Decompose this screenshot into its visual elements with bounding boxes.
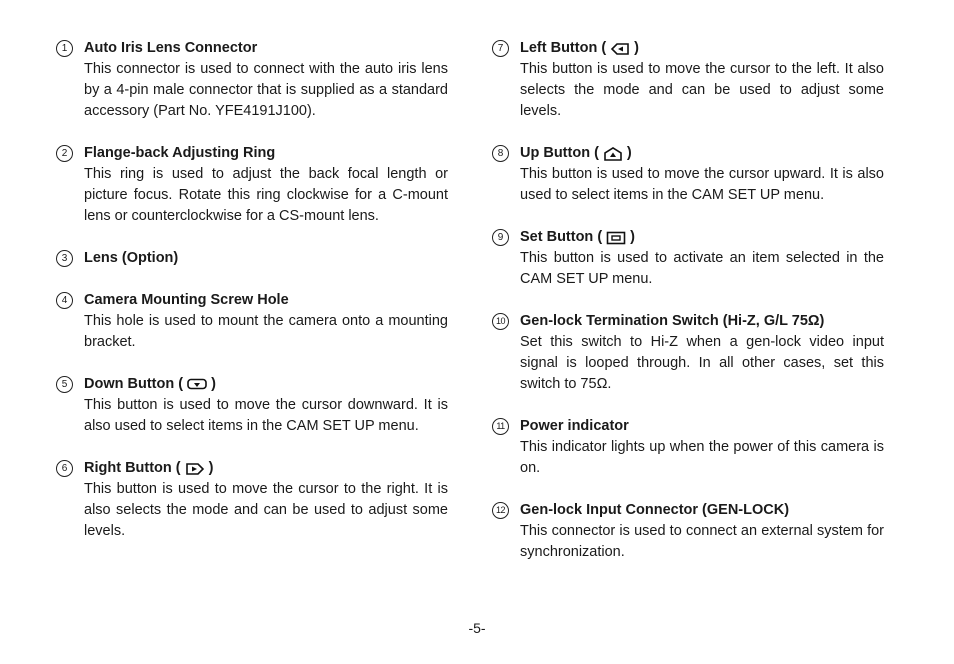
item-number: 6 [56, 460, 73, 477]
item-number: 12 [492, 502, 509, 519]
item-description: Set this switch to Hi-Z when a gen-lock video input signal is looped through. In all other cases, set this switch to 75Ω. [520, 334, 884, 392]
item-number: 8 [492, 145, 509, 162]
item-number: 11 [492, 418, 509, 435]
item-description: This button is used to move the cursor downward. It is also used to select items in the CAM SET UP menu. [84, 397, 448, 434]
item-9 [492, 227, 884, 290]
item-description: This connector is used to connect with the auto iris lens by a 4-pin male connector that is supplied as a standard accessory (Part No. YFE4191J100). [84, 61, 448, 119]
up-button-icon [603, 147, 623, 161]
item-title: Gen-lock Input Connector (GEN-LOCK) [520, 502, 790, 518]
item-title: Flange-back Adjusting Ring [84, 145, 276, 161]
item-title: Lens (Option) [84, 250, 179, 266]
item-description: This connector is used to connect an external system for synchronization. [520, 523, 884, 560]
item-number: 2 [56, 145, 73, 162]
item-description: This button is used to move the cursor upward. It is also used to select items in the CAM SET UP menu. [520, 166, 884, 203]
item-3 [56, 248, 448, 269]
item-7 [492, 38, 884, 122]
item-title: Down Button ( ) [84, 376, 216, 392]
item-number: 5 [56, 376, 73, 393]
item-number: 4 [56, 292, 73, 309]
right-column [492, 38, 884, 563]
item-1 [56, 38, 448, 122]
item-title: Right Button ( ) [84, 460, 214, 476]
left-button-icon [610, 42, 630, 56]
item-number: 1 [56, 40, 73, 57]
item-12 [492, 500, 884, 563]
item-5 [56, 374, 448, 437]
item-number: 10 [492, 313, 509, 330]
page-number: -5- [468, 620, 486, 636]
item-description: This hole is used to mount the camera onto a mounting bracket. [84, 313, 448, 350]
item-title: Gen-lock Termination Switch (Hi-Z, G/L 75Ω) [520, 313, 825, 329]
item-description: This button is used to move the cursor to the right. It is also selects the mode and can be used to adjust some levels. [84, 481, 448, 539]
item-title: Left Button ( ) [520, 40, 640, 56]
item-description: This button is used to move the cursor to the left. It also selects the mode and can be used to adjust some levels. [520, 61, 884, 119]
item-title: Auto Iris Lens Connector [84, 40, 258, 56]
item-description: This indicator lights up when the power of this camera is on. [520, 439, 884, 476]
item-title: Up Button ( ) [520, 145, 632, 161]
left-column [56, 38, 448, 542]
item-6 [56, 458, 448, 542]
item-number: 3 [56, 250, 73, 267]
item-title: Set Button ( ) [520, 229, 635, 245]
down-button-icon [187, 378, 207, 392]
item-11 [492, 416, 884, 479]
item-number: 7 [492, 40, 509, 57]
right-button-icon [185, 462, 205, 476]
item-description: This ring is used to adjust the back focal length or picture focus. Rotate this ring clockwise for a C-mount lens or counterclockwise for a CS-mount lens. [84, 166, 448, 224]
item-title: Camera Mounting Screw Hole [84, 292, 289, 308]
item-2 [56, 143, 448, 227]
set-button-icon [606, 231, 626, 245]
item-number: 9 [492, 229, 509, 246]
item-8 [492, 143, 884, 206]
item-title: Power indicator [520, 418, 629, 434]
item-4 [56, 290, 448, 353]
item-10 [492, 311, 884, 395]
item-description: This button is used to activate an item selected in the CAM SET UP menu. [520, 250, 884, 287]
